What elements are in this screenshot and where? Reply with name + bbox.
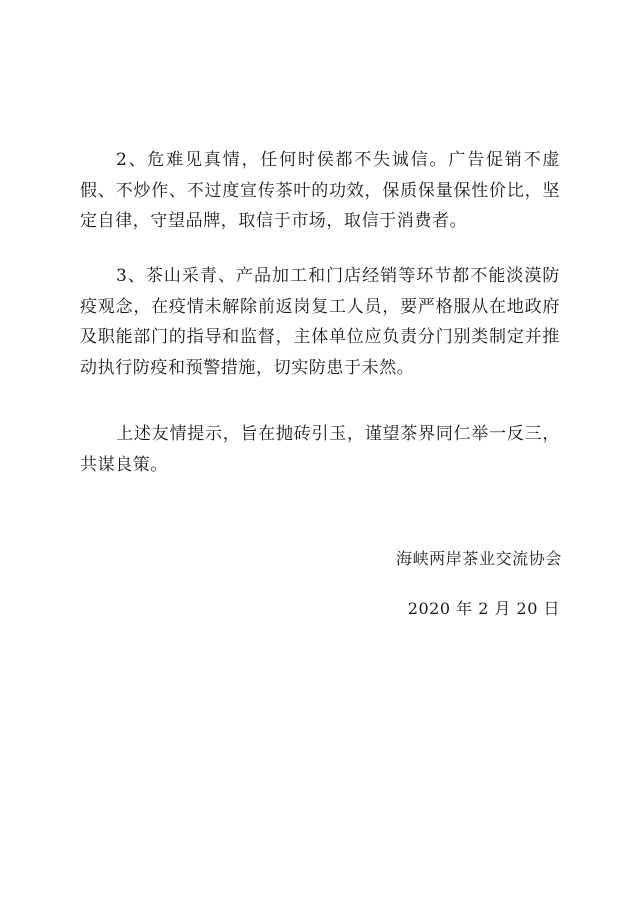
paragraph-text: 3、茶山采青、产品加工和门店经销等环节都不能淡漠防疫观念，在疫情未解除前返岗复工人员，要严格服从在地政府及职能部门的指导和监督，主体单位应负责分门别类制定并推动执行防疫和预警措施，切实防患于未然。 — [80, 266, 560, 378]
signature-organization: 海峡两岸茶业交流协会 — [395, 549, 562, 568]
paragraph-text: 上述友情提示，旨在抛砖引玉，谨望茶界同仁举一反三，共谋良策。 — [80, 424, 560, 475]
paragraph-closing-remarks — [80, 419, 560, 480]
signature-date: 2020 年 2 月 20 日 — [407, 599, 560, 618]
paragraph-epidemic-prevention — [80, 261, 560, 383]
paragraph-integrity — [80, 145, 560, 237]
paragraph-text: 2、危难见真情，任何时侯都不失诚信。广告促销不虚假、不炒作、不过度宣传茶叶的功效，保质保量保性价比，坚定自律，守望品牌，取信于市场，取信于消费者。 — [80, 150, 560, 231]
